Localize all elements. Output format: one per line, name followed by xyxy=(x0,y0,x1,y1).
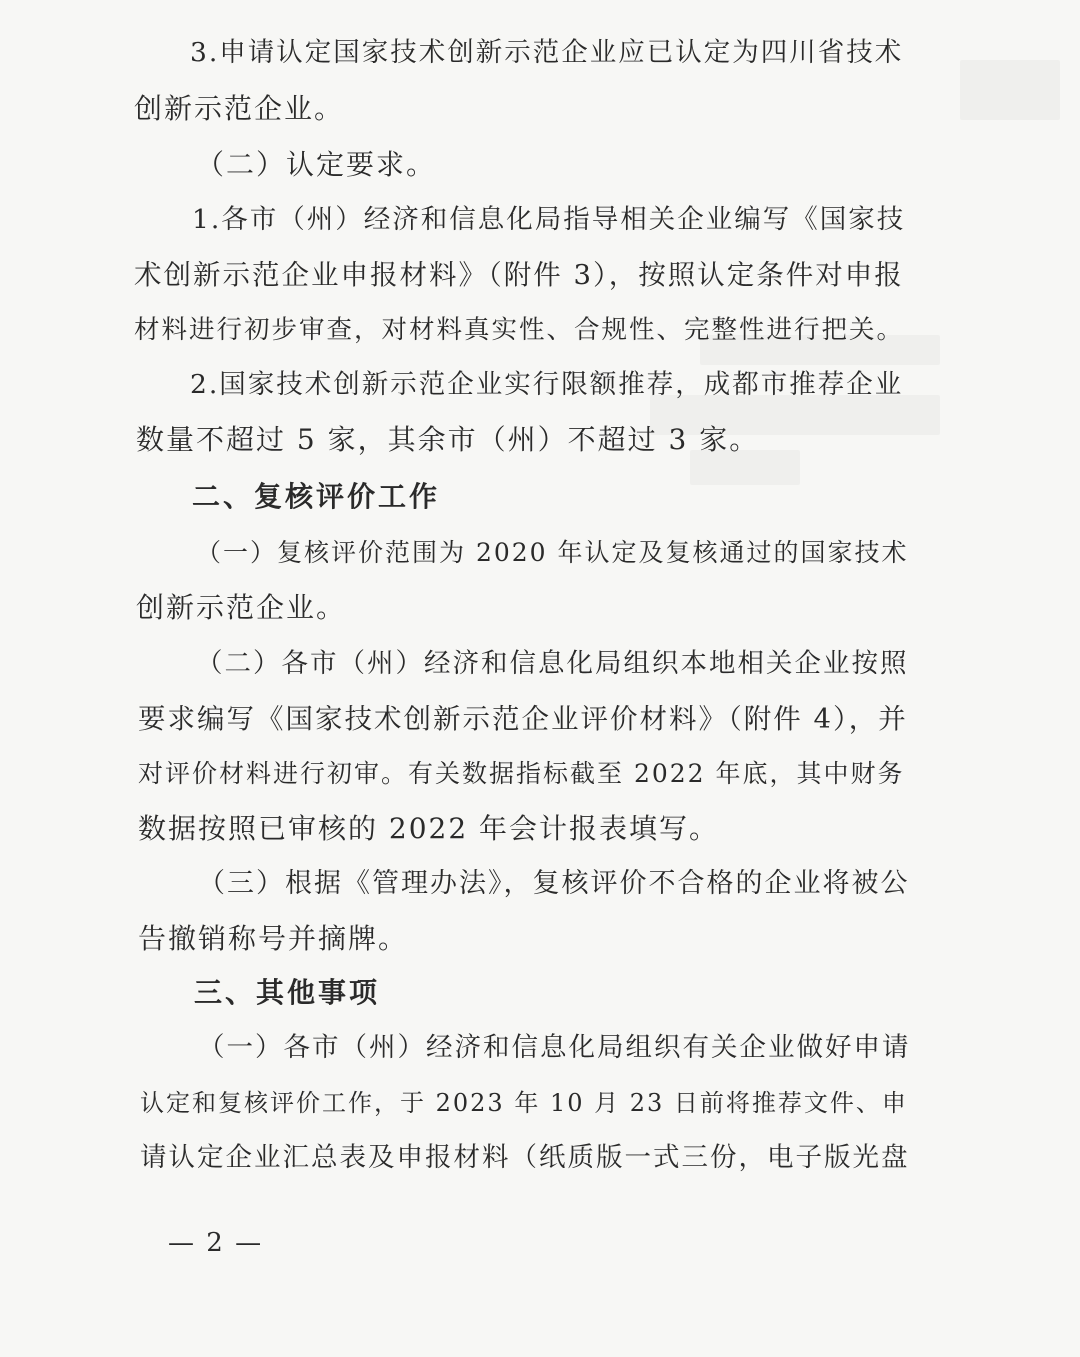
paragraph-line: 请认定企业汇总表及申报材料（纸质版一式三份，电子版光盘 xyxy=(140,1142,910,1173)
paragraph-line: 数量不超过 5 家，其余市（州）不超过 3 家。 xyxy=(136,423,760,456)
paragraph-line: 创新示范企业。 xyxy=(136,591,347,624)
paragraph-line: 对评价材料进行初审。有关数据指标截至 2022 年底，其中财务 xyxy=(138,759,905,788)
paragraph-line: （一）各市（州）经济和信息化局组织有关企业做好申请 xyxy=(198,1032,911,1063)
paragraph-line: 创新示范企业。 xyxy=(134,92,345,125)
paragraph-line: （二）认定要求。 xyxy=(196,148,437,181)
paragraph-line: 术创新示范企业申报材料》（附件 3），按照认定条件对申报 xyxy=(134,259,904,291)
paragraph-line: 数据按照已审核的 2022 年会计报表填写。 xyxy=(138,812,720,845)
section-heading: 三、其他事项 xyxy=(194,976,381,1009)
page-number: — 2 — xyxy=(168,1228,264,1258)
paragraph-line: 认定和复核评价工作，于 2023 年 10 月 23 日前将推荐文件、申 xyxy=(140,1089,908,1117)
paragraph-line: （一）复核评价范围为 2020 年认定及复核通过的国家技术 xyxy=(196,538,909,567)
paragraph-line: （二）各市（州）经济和信息化局组织本地相关企业按照 xyxy=(196,648,909,679)
paragraph-line: 要求编写《国家技术创新示范企业评价材料》（附件 4），并 xyxy=(138,703,908,735)
paragraph-line: 告撤销称号并摘牌。 xyxy=(138,922,409,955)
paragraph-line: 3.申请认定国家技术创新示范企业应已认定为四川省技术 xyxy=(190,37,904,68)
paragraph-line: （三）根据《管理办法》，复核评价不合格的企业将被公 xyxy=(198,868,910,899)
paragraph-line: 材料进行初步审查，对材料真实性、合规性、完整性进行把关。 xyxy=(134,315,905,345)
paragraph-line: 1.各市（州）经济和信息化局指导相关企业编写《国家技 xyxy=(192,204,906,235)
show-through-mark xyxy=(960,60,1060,120)
paragraph-line: 2.国家技术创新示范企业实行限额推荐，成都市推荐企业 xyxy=(190,369,904,400)
section-heading: 二、复核评价工作 xyxy=(192,480,441,513)
